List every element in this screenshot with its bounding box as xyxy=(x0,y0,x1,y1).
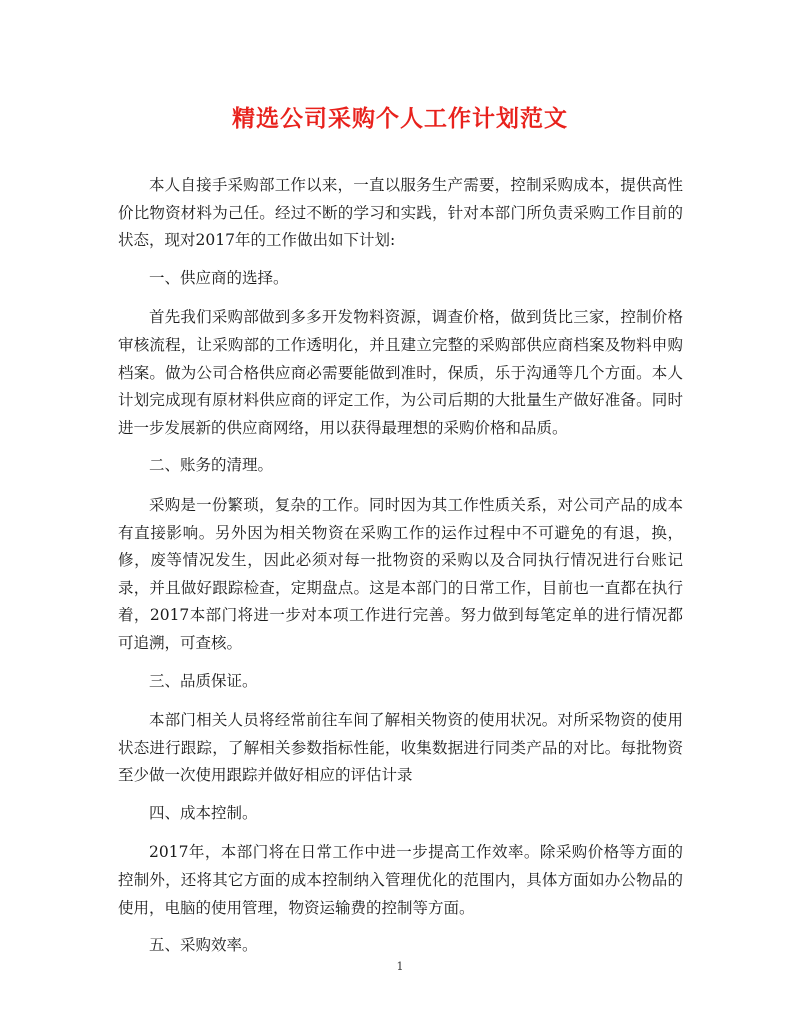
section-body-accounts: 采购是一份繁琐，复杂的工作。同时因为其工作性质关系，对公司产品的成本有直接影响。另外因为相关物资在采购工作的运作过程中不可避免的有退，换，修，废等情况发生，因此必须对每一批物资的采购以及合同执行情况进行台账记录，并且做好跟踪检查，定期盘点。这是本部门的日常工作，目前也一直都在执行着，2017本部门将进一步对本项工作进行完善。努力做到每笔定单的进行情况都可追溯，可查核。 xyxy=(118,495,683,652)
section-body-quality: 本部门相关人员将经常前往车间了解相关物资的使用状况。对所采物资的使用状态进行跟踪，了解相关参数指标性能，收集数据进行同类产品的对比。每批物资至少做一次使用跟踪并做好相应的评估计录 xyxy=(118,711,683,785)
section-heading-efficiency: 五、采购效率。 xyxy=(149,936,258,955)
document-title: 精选公司采购个人工作计划范文 xyxy=(232,105,568,132)
section-heading-quality: 三、品质保证。 xyxy=(149,671,258,690)
section-heading-supplier: 一、供应商的选择。 xyxy=(149,268,289,287)
section-heading-cost: 四、成本控制。 xyxy=(149,803,258,822)
section-body-cost: 2017年，本部门将在日常工作中进一步提高工作效率。除采购价格等方面的控制外，还将其它方面的成本控制纳入管理优化的范围内，具体方面如办公物品的使用，电脑的使用管理，物资运输费的控制等方面。 xyxy=(118,843,683,917)
intro-paragraph: 本人自接手采购部工作以来，一直以服务生产需要，控制采购成本，提供高性价比物资材料为己任。经过不断的学习和实践，针对本部门所负责采购工作目前的状态，现对2017年的工作做出如下计划: xyxy=(118,176,683,250)
section-heading-accounts: 二、账务的清理。 xyxy=(149,456,274,475)
page-number: 1 xyxy=(396,960,404,973)
document-body xyxy=(118,172,683,972)
section-body-supplier: 首先我们采购部做到多多开发物料资源，调查价格，做到货比三家，控制价格审核流程，让采购部的工作透明化，并且建立完整的采购部供应商档案及物料申购档案。做为公司合格供应商必需要能做到准时，保质，乐于沟通等几个方面。本人计划完成现有原材料供应商的评定工作，为公司后期的大批量生产做好准备。同时进一步发展新的供应商网络，用以获得最理想的采购价格和品质。 xyxy=(118,308,683,437)
